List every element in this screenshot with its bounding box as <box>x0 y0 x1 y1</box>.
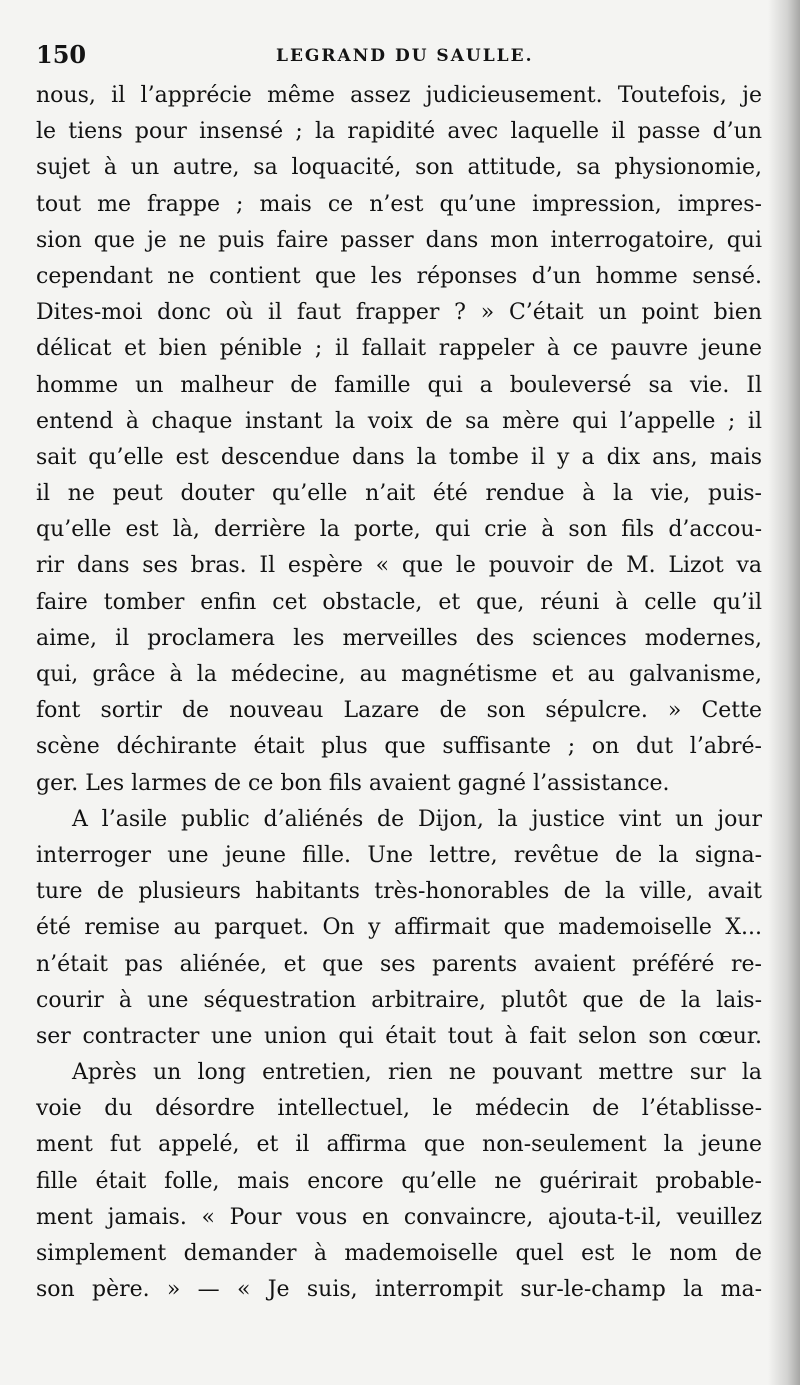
text-line: il ne peut douter qu’elle n’ait été rendue à la vie, puis- <box>36 481 762 507</box>
page-number: 150 <box>36 40 87 69</box>
text-line: délicat et bien pénible ; il fallait rappeler à ce pauvre jeune <box>36 336 762 362</box>
text-line: voie du désordre intellectuel, le médecin de l’établisse- <box>36 1096 762 1122</box>
paragraph-first-line: A l’asile public d’aliénés de Dijon, la justice vint un jour <box>72 806 762 832</box>
text-line: son père. » — « Je suis, interrompit sur-le-champ la ma- <box>36 1277 762 1303</box>
text-line: homme un malheur de famille qui a bouleversé sa vie. Il <box>36 372 762 398</box>
text-line: qui, grâce à la médecine, au magnétisme et au galvanisme, <box>36 662 762 687</box>
text-line: interroger une jeune fille. Une lettre, revêtue de la signa- <box>36 842 762 868</box>
text-line: courir à une séquestration arbitraire, plutôt que de la lais- <box>36 987 762 1013</box>
text-line: ment jamais. « Pour vous en convaincre, ajouta-t-il, veuillez <box>36 1204 762 1230</box>
text-line: faire tomber enfin cet obstacle, et que, réuni à celle qu’il <box>36 589 762 615</box>
page-header <box>36 40 756 74</box>
text-line: entend à chaque instant la voix de sa mère qui l’appelle ; il <box>36 408 762 434</box>
running-head: LEGRAND DU SAULLE. <box>276 46 534 66</box>
text-line: n’était pas aliénée, et que ses parents avaient préféré re- <box>36 951 762 977</box>
text-line: font sortir de nouveau Lazare de son sépulcre. » Cette <box>36 698 762 724</box>
text-line: ture de plusieurs habitants très-honorables de la ville, avait <box>36 879 762 905</box>
text-line: simplement demander à mademoiselle quel est le nom de <box>36 1241 762 1266</box>
text-line: sion que je ne puis faire passer dans mon interrogatoire, qui <box>36 227 762 253</box>
text-line: sujet à un autre, sa loquacité, son attitude, sa physionomie, <box>36 155 762 181</box>
paragraph-last-line: ser contracter une union qui était tout à fait selon son cœur. <box>36 1023 762 1049</box>
paragraph-first-line: Après un long entretien, rien ne pouvant mettre sur la <box>72 1060 762 1086</box>
body-text <box>36 78 762 1308</box>
text-line: scène déchirante était plus que suffisante ; on dut l’abré- <box>36 734 762 760</box>
page-edge-shadow <box>768 0 800 1385</box>
text-line: cependant ne contient que les réponses d’un homme sensé. <box>36 263 762 289</box>
text-line: rir dans ses bras. Il espère « que le pouvoir de M. Lizot va <box>36 553 762 579</box>
text-line: nous, il l’apprécie même assez judicieusement. Toutefois, je <box>36 83 762 108</box>
text-line: Dites-moi donc où il faut frapper ? » C’était un point bien <box>36 300 762 326</box>
paragraph-last-line: ger. Les larmes de ce bon fils avaient gagné l’assistance. <box>36 770 670 796</box>
text-line: ment fut appelé, et il affirma que non-seulement la jeune <box>36 1132 762 1158</box>
text-line: le tiens pour insensé ; la rapidité avec laquelle il passe d’un <box>36 119 762 145</box>
text-line: qu’elle est là, derrière la porte, qui crie à son fils d’accou- <box>36 517 762 543</box>
text-line: aime, il proclamera les merveilles des sciences modernes, <box>36 625 762 651</box>
text-line: tout me frappe ; mais ce n’est qu’une impression, impres- <box>36 191 762 217</box>
text-line: été remise au parquet. On y affirmait que mademoiselle X... <box>36 915 762 941</box>
text-line: sait qu’elle est descendue dans la tombe il y a dix ans, mais <box>36 444 762 470</box>
text-line: fille était folle, mais encore qu’elle ne guérirait probable- <box>36 1168 762 1194</box>
